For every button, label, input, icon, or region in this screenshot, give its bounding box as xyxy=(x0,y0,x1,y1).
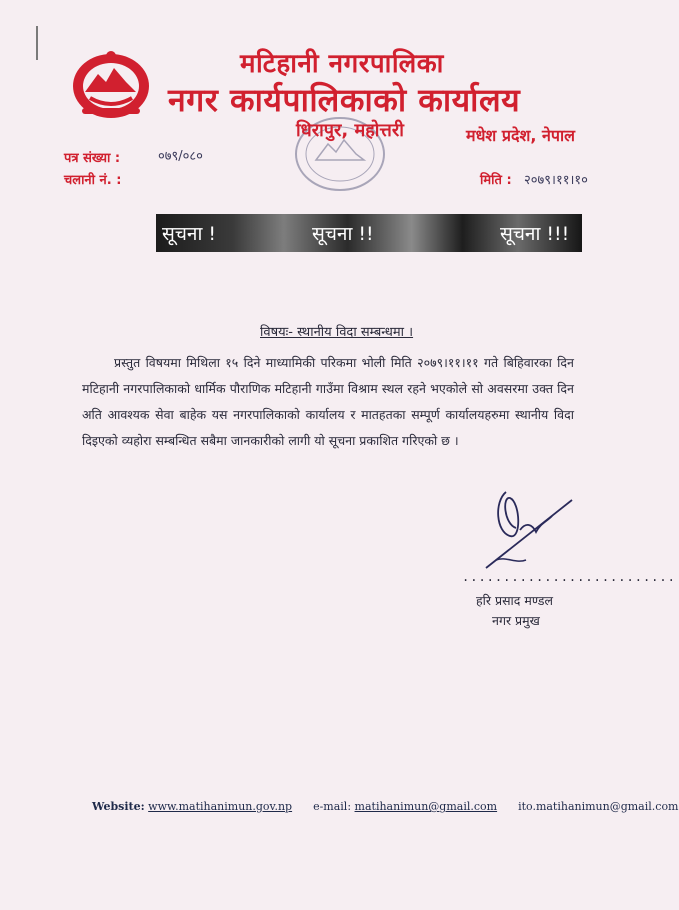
banner-left-text: सूचना ! xyxy=(162,223,217,245)
signature-line: .......................... xyxy=(462,570,676,584)
office-name: नगर कार्यपालिकाको कार्यालय xyxy=(168,81,521,119)
banner-right-text: सूचना !!! xyxy=(500,223,570,245)
email-label: e-mail: xyxy=(313,800,352,813)
municipality-name: मटिहानी नगरपालिका xyxy=(240,49,444,79)
patra-sankhya-label: पत्र संख्या : xyxy=(64,151,121,166)
banner-center-text: सूचना !! xyxy=(312,223,374,245)
email-link[interactable]: matihanimun@gmail.com xyxy=(354,800,498,813)
notice-body: प्रस्तुत विषयमा मिथिला १५ दिने माध्यामिकी परिकमा भोली मिति २०७९।११।११ गते बिहिवारका दिन मटिहानी नगरपालिकाको धार्मिक पौराणिक मटिहानी गाउँमा विश्राम स्थल रहने भएकोले सो अवसरमा उक्त दिन अति आवश्यक सेवा बाहेक यस नगरपालिकाको कार्यालय र मातहतका सम्पूर्ण कार्यालयहरुमा स्थानीय विदा दिइएको व्यहोरा सम्बन्धित सबैमा जानकारीको लागी यो सूचना प्रकाशित गरिएको छ । xyxy=(82,355,574,448)
chalani-label: चलानी नं. : xyxy=(64,173,122,188)
extra-email: ito.matihanimun@gmail.com xyxy=(518,800,679,813)
website-link[interactable]: www.matihanimun.gov.np xyxy=(148,800,293,813)
notice-subject: विषयः- स्थानीय विदा सम्बन्धमा । xyxy=(260,325,414,340)
notice-banner xyxy=(156,214,582,252)
website-label: Website xyxy=(92,800,141,813)
signatory-title: नगर प्रमुख xyxy=(492,613,540,628)
miti-label: मिति : xyxy=(480,173,512,188)
location-district: धिरापुर, महोत्तरी xyxy=(296,120,404,141)
signatory-name: हरि प्रसाद मण्डल xyxy=(476,593,553,608)
nepal-emblem-icon xyxy=(70,48,152,120)
footer: Website: www.matihanimun.gov.np e-mail: matihanimun@gmail.com ito.matihanimun@gmail.com xyxy=(92,800,679,813)
signature-icon xyxy=(476,472,586,582)
scan-mark xyxy=(36,26,38,60)
patra-sankhya-value: ०७९/०८० xyxy=(158,149,203,164)
miti-value: २०७९।११।१० xyxy=(524,173,588,188)
location-province: मधेश प्रदेश, नेपाल xyxy=(466,126,575,145)
